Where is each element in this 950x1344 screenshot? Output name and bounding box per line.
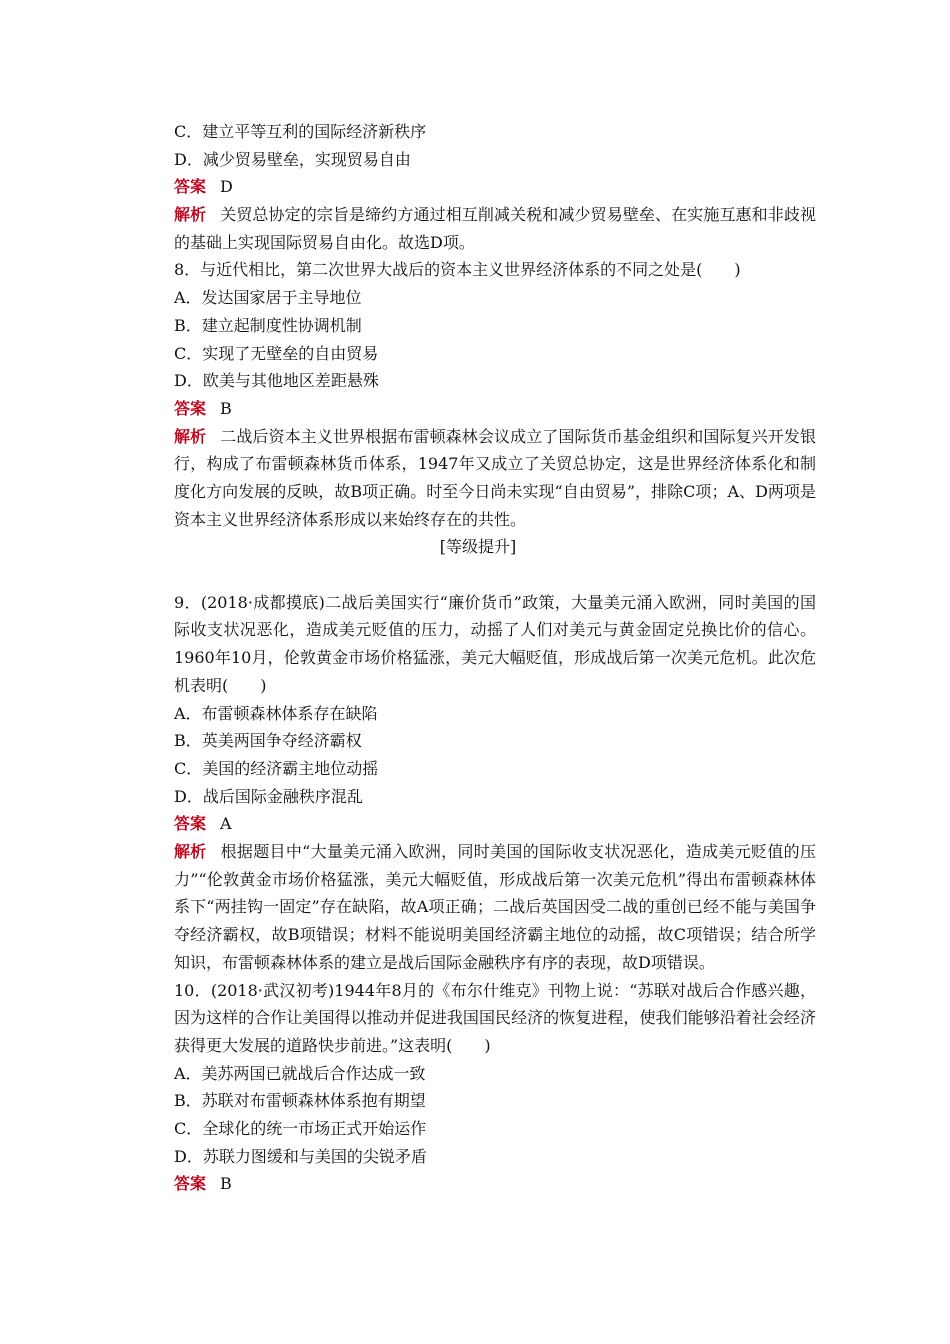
q8-option-a: A．发达国家居于主导地位 [174, 288, 362, 308]
analysis-text: 根据题目中“大量美元涌入欧洲，同时美国的国际收支状况恶化，造成美元贬值的压力”“伦敦黄金市场价格猛涨，美元大幅贬值，形成战后第一次美元危机”得出布雷顿森林体系下“两挂钩一固定”存在缺陷，故A项正确；二战后英国因受二战的重创已经不能与美国争夺经济霸权，故B项错误；材料不能说明美国经济霸主地位的动摇，故C项错误；结合所学知识，布雷顿森林体系的建立是战后国际金融秩序有序的表现，故D项错误。 [174, 842, 816, 972]
q8-answer [140, 395, 816, 423]
analysis-label: 解析 [174, 426, 207, 446]
answer-value: A [220, 814, 232, 834]
q9-option-c: C．美国的经济霸主地位动摇 [174, 758, 379, 778]
q9-option-d: D．战后国际金融秩序混乱 [174, 786, 363, 806]
q8-option-d: D．欧美与其他地区差距悬殊 [174, 371, 379, 391]
q10-option-c: C．全球化的统一市场正式开始运作 [174, 1119, 427, 1139]
q10-option-d: D．苏联力图缓和与美国的尖锐矛盾 [174, 1146, 427, 1166]
analysis-label: 解析 [174, 205, 207, 225]
answer-label: 答案 [174, 398, 207, 418]
document-page [140, 118, 816, 1198]
q8-analysis [140, 423, 816, 534]
q7-analysis [140, 201, 816, 256]
answer-value: D [220, 177, 233, 197]
q10-answer [140, 1170, 816, 1198]
analysis-text: 二战后资本主义世界根据布雷顿森林会议成立了国际货币基金组织和国际复兴开发银行，构成了布雷顿森林货币体系，1947年又成立了关贸总协定，这是世界经济体系化和制度化方向发展的反映，故B项正确。时至今日尚未实现“自由贸易”，排除C项；A、D两项是资本主义世界经济体系形成以来始终存在的共性。 [174, 426, 816, 529]
q9-answer [140, 810, 816, 838]
q10-option-b: B．苏联对布雷顿森林体系抱有期望 [174, 1091, 426, 1111]
section-spacer [140, 561, 816, 589]
q8-option-c: C．实现了无壁垒的自由贸易 [174, 343, 379, 363]
analysis-text: 关贸总协定的宗旨是缔约方通过相互削减关税和减少贸易壁垒、在实施互惠和非歧视的基础上实现国际贸易自由化。故选D项。 [174, 205, 816, 252]
q7-option-c: C．建立平等互利的国际经济新秩序 [174, 122, 427, 141]
analysis-label: 解析 [174, 842, 207, 862]
q9-analysis [140, 838, 816, 977]
q9-option-b: B．英美两国争夺经济霸权 [174, 731, 362, 751]
q10-stem: 10．(2018·武汉初考)1944年8月的《布尔什维克》刊物上说：“苏联对战后合作感兴趣，因为这样的合作让美国得以推动并促进我国国民经济的恢复进程，使我们能够沿着社会经济获得更大发展的道路快步前进。”这表明( ) [174, 980, 816, 1055]
q9-option-a: A．布雷顿森林体系存在缺陷 [174, 703, 378, 723]
q7-option-d: D．减少贸易壁垒，实现贸易自由 [174, 149, 411, 169]
q10-option-a: A．美苏两国已就战后合作达成一致 [174, 1063, 426, 1083]
section-title: [等级提升] [439, 537, 517, 557]
q8-option-b: B．建立起制度性协调机制 [174, 315, 362, 335]
answer-label: 答案 [174, 814, 207, 834]
q7-answer [140, 173, 816, 201]
q9-stem: 9．(2018·成都摸底)二战后美国实行“廉价货币”政策，大量美元涌入欧洲，同时美国的国际收支状况恶化，造成美元贬值的压力，动摇了人们对美元与黄金固定兑换比价的信心。1960年10月，伦敦黄金市场价格猛涨，美元大幅贬值，形成战后第一次美元危机。此次危机表明( ) [174, 592, 816, 695]
q8-stem: 8．与近代相比，第二次世界大战后的资本主义世界经济体系的不同之处是( ) [174, 260, 741, 280]
answer-value: B [220, 398, 232, 418]
answer-label: 答案 [174, 177, 207, 197]
answer-label: 答案 [174, 1174, 207, 1194]
answer-value: B [220, 1174, 232, 1194]
